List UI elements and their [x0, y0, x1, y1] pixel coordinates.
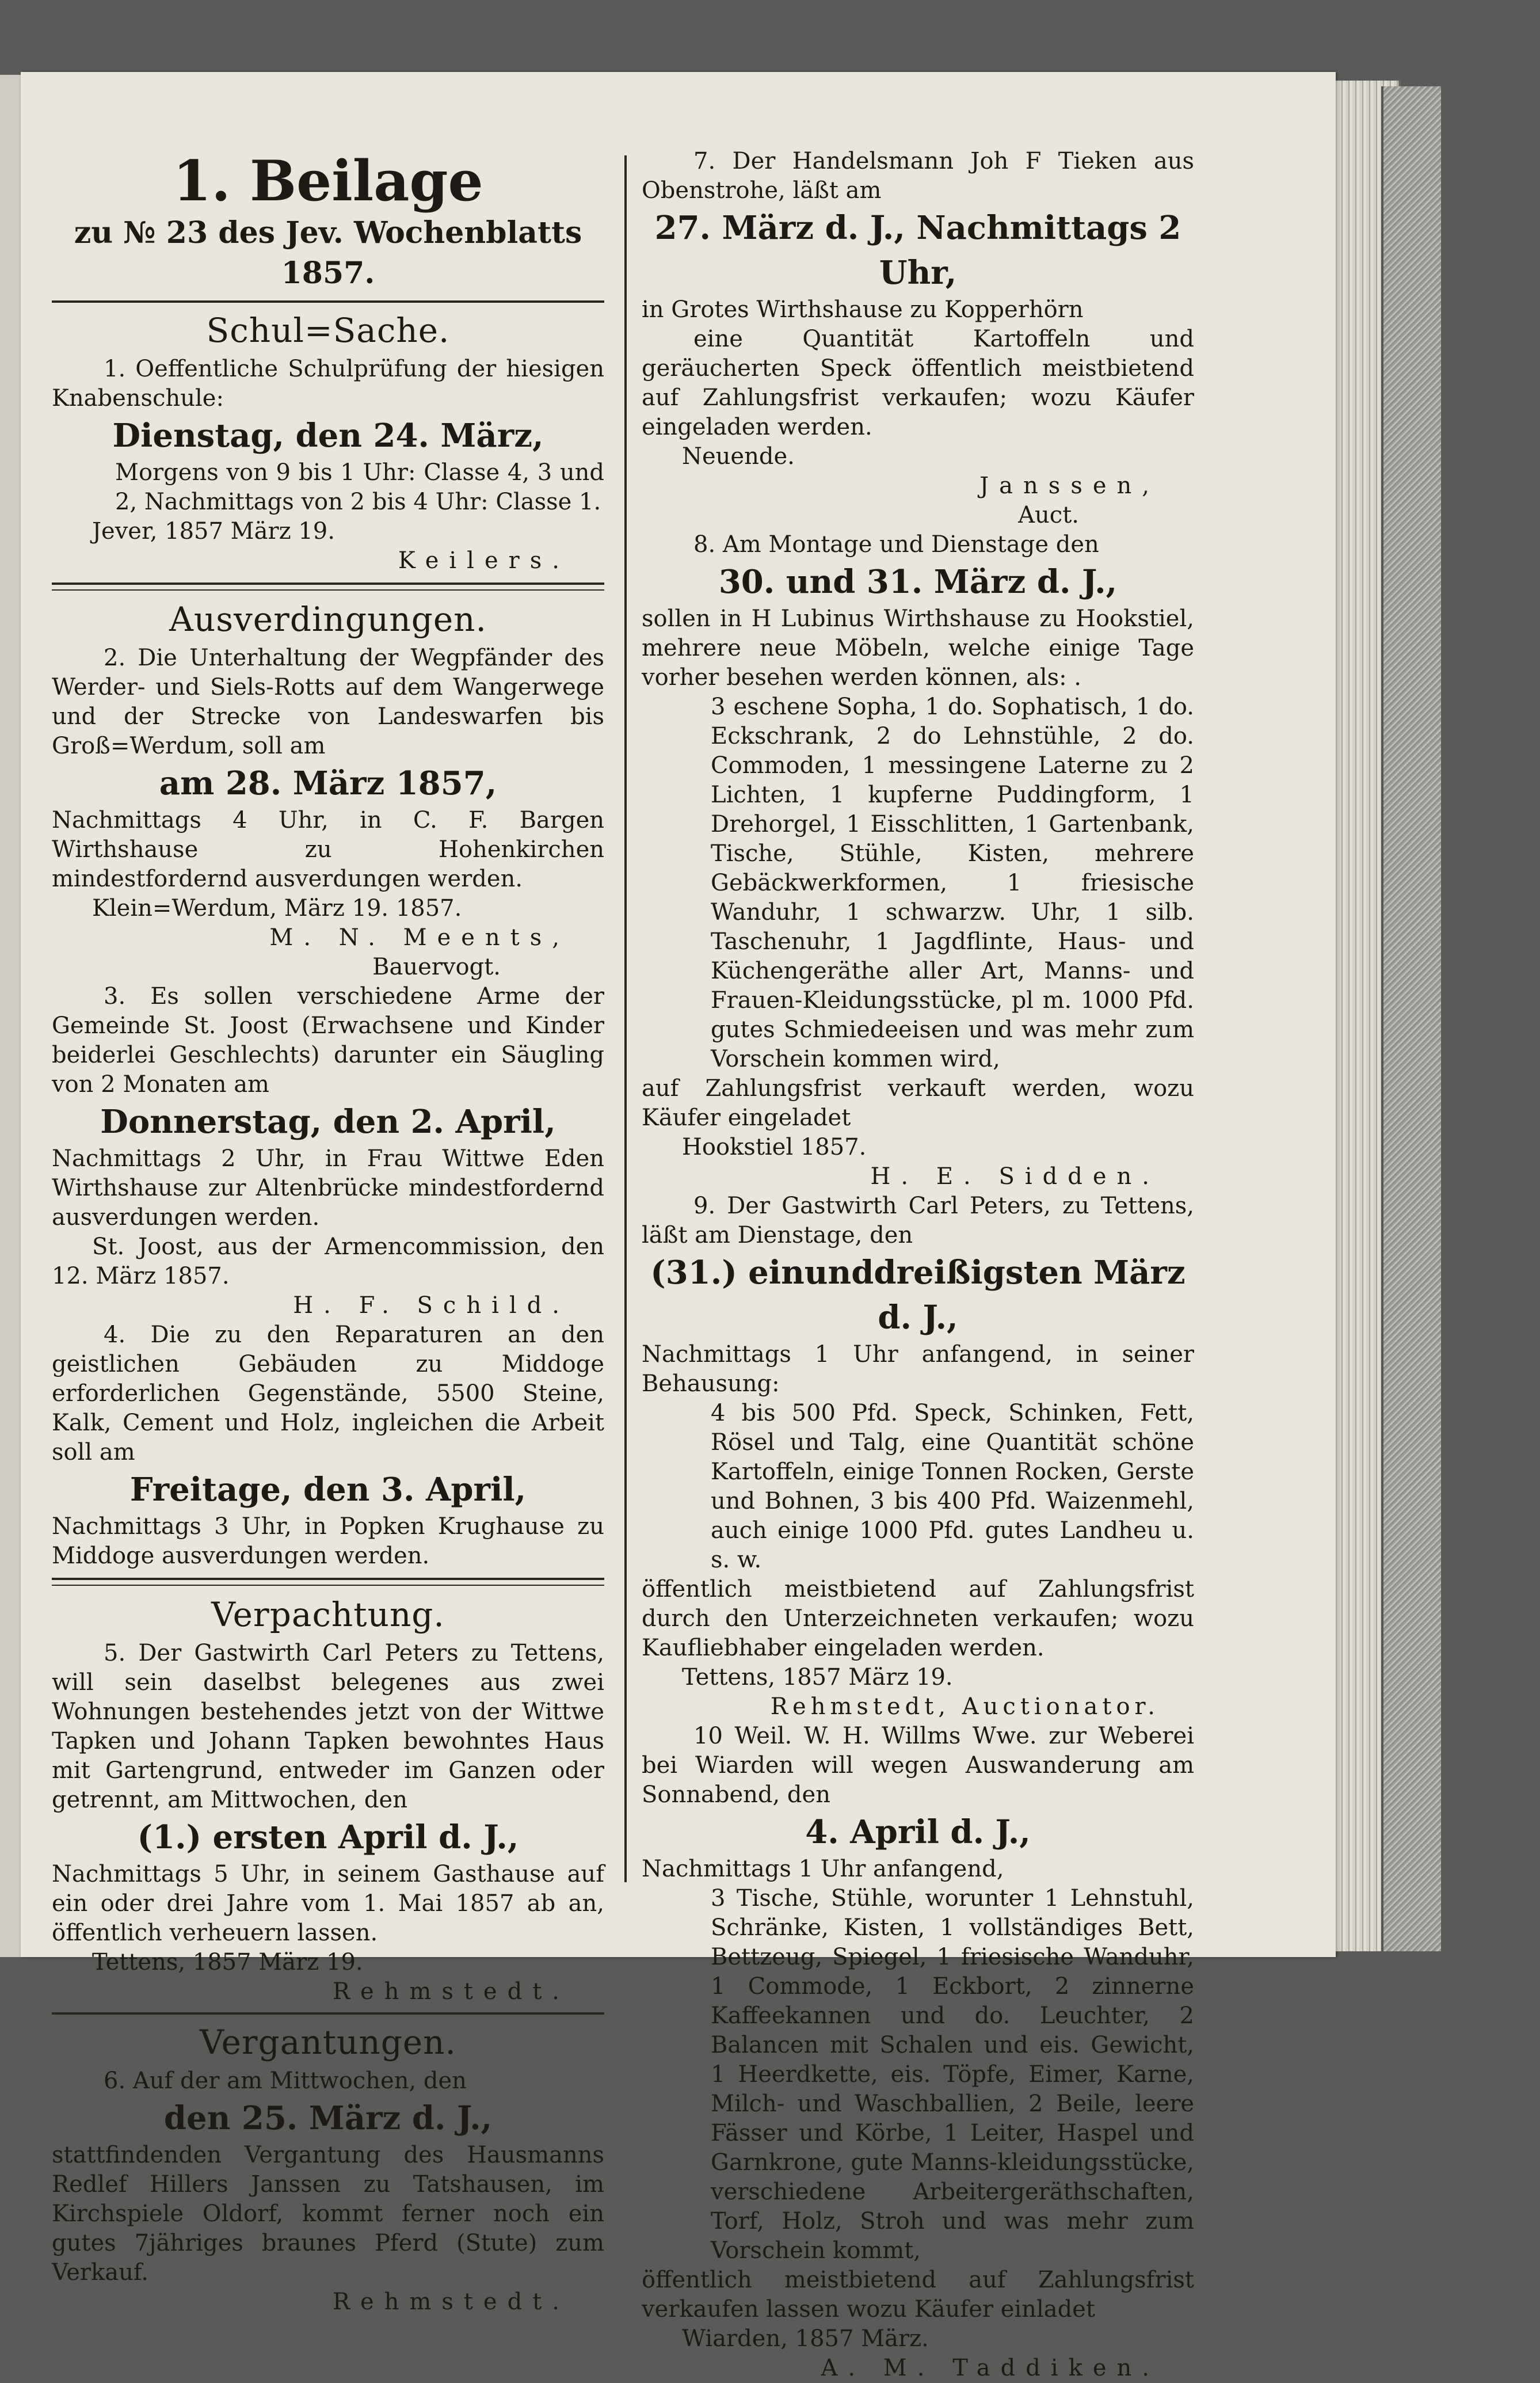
notice-4-text: 4. Die zu den Reparaturen an den geistlichen Gebäuden zu Middoge erforderlichen Gegenstände, 5500 Steine, Kalk, Cement und Holz, ingleichen die Arbeit soll am: [52, 1322, 604, 1465]
notice-2-signature-title: Bauervogt.: [372, 954, 501, 980]
notice-7-place-inn: in Grotes Wirthshause zu Kopperhörn: [642, 296, 1084, 323]
notice-7-text-b: eine Quantität Kartoffeln und geräucherten Speck öffentlich meistbietend auf Zahlungsfrist verkaufen; wozu Käufer eingeladen werden.: [642, 326, 1194, 440]
notice-1-signature: Keilers.: [398, 547, 570, 574]
notice-8-text-b: sollen in H Lubinus Wirthshause zu Hookstiel, mehrere neue Möbeln, welche einige Tage vorher besehen werden können, als: .: [642, 606, 1194, 691]
notice-2-place: Klein=Werdum, März 19. 1857.: [92, 895, 462, 922]
notice-6-text-b: stattfindenden Vergantung des Hausmanns Redlef Hillers Janssen zu Tatshausen, im Kirchspiele Oldorf, kommt ferner noch ein gutes 7jähriges braunes Pferd (Stute) zum Verkauf.: [52, 2142, 604, 2286]
notice-10-items: 3 Tische, Stühle, worunter 1 Lehnstuhl, Schränke, Kisten, 1 vollständiges Bett, Bettzeug, Spiegel, 1 friesische Wanduhr, 1 Commode, 1 Eckbort, 2 zinnerne Kaffeekannen und do. Leuchter, 2 Balancen mit Schalen und eis. Gewicht, 1 Heerdkette, eis. Töpfe, Eimer, Karne, Milch- und Waschballien, 2 Beile, leere Fässer und Körbe, 1 Leiter, Haspel und Garnkrone, gute Manns-kleidungsstücke, verschiedene Arbeitergeräthschaften, Torf, Holz, Stroh und was mehr zum Vorschein kommt,: [711, 1885, 1194, 2264]
notice-5-text-b: Nachmittags 5 Uhr, in seinem Gasthause auf ein oder drei Jahre vom 1. Mai 1857 ab an, öffentlich verheuern lassen.: [52, 1861, 604, 1946]
notice-3-signature: H. F. Schild.: [293, 1292, 570, 1319]
notice-6-text: 6. Auf der am Mittwochen, den: [104, 2068, 467, 2094]
notice-6-signature: Rehmstedt.: [332, 2289, 570, 2315]
notice-9-text-b: Nachmittags 1 Uhr anfangend, in seiner Behausung:: [642, 1341, 1194, 1397]
page-subtitle: zu № 23 des Jev. Wochenblatts 1857.: [74, 215, 582, 291]
notice-3-place: St. Joost, aus der Armencommission, den 12. März 1857.: [52, 1234, 604, 1289]
notice-3-date: Donnerstag, den 2. April,: [100, 1103, 556, 1141]
notice-1-place: Jever, 1857 März 19.: [92, 518, 335, 545]
notice-1-date: Dienstag, den 24. März,: [112, 417, 544, 455]
page-title: 1. Beilage: [173, 149, 483, 214]
notice-1-times: Morgens von 9 bis 1 Uhr: Classe 4, 3 und 2, Nachmittags von 2 bis 4 Uhr: Classe 1.: [115, 459, 604, 515]
notice-10-text-c: öffentlich meistbietend auf Zahlungsfrist verkaufen lassen wozu Käufer einladet: [642, 2267, 1194, 2323]
notice-3-text: 3. Es sollen verschiedene Arme der Gemeinde St. Joost (Erwachsene und Kinder beiderlei Geschlechts) darunter ein Säugling von 2 Monaten am: [52, 983, 604, 1098]
notice-10-signature: A. M. Taddiken.: [821, 2355, 1160, 2381]
divider: [52, 2012, 604, 2015]
notice-7-signature: Janssen,: [979, 473, 1160, 499]
notice-2-text-b: Nachmittags 4 Uhr, in C. F. Bargen Wirthshause zu Hohenkirchen mindestfordernd ausverdungen werden.: [52, 807, 604, 892]
column-divider: [624, 155, 627, 1882]
notice-10-text: 10 Weil. W. H. Willms Wwe. zur Weberei bei Wiarden will wegen Auswanderung am Sonnabend, den: [642, 1723, 1194, 1808]
section-heading-schul: Schul=Sache.: [206, 311, 450, 350]
notice-5-place: Tettens, 1857 März 19.: [92, 1949, 363, 1975]
divider: [52, 583, 604, 591]
notice-8-text: 8. Am Montage und Dienstage den: [693, 531, 1099, 558]
book-cover: [1381, 86, 1441, 1951]
notice-9-place: Tettens, 1857 März 19.: [682, 1664, 953, 1691]
notice-9-items: 4 bis 500 Pfd. Speck, Schinken, Fett, Rösel und Talg, eine Quantität schöne Kartoffeln, einige Tonnen Rocken, Gerste und Bohnen, 3 bis 400 Pfd. Waizenmehl, auch einige 1000 Pfd. gutes Landheu u. s. w.: [711, 1400, 1194, 1573]
notice-6-date: den 25. März d. J.,: [163, 2099, 493, 2137]
notice-8-date: 30. und 31. März d. J.,: [718, 563, 1118, 601]
left-column: [52, 132, 604, 2317]
notice-9-date: (31.) einunddreißigsten März d. J.,: [650, 1254, 1186, 1337]
divider: [52, 1578, 604, 1586]
notice-1-text: 1. Oeffentliche Schulprüfung der hiesigen Knabenschule:: [52, 356, 604, 412]
notice-2-text: 2. Die Unterhaltung der Wegpfänder des Werder- und Siels-Rotts auf dem Wangerwege und der Strecke von Landeswarfen bis Groß=Werdum, soll am: [52, 645, 604, 759]
section-heading-ausverdingungen: Ausverdingungen.: [169, 600, 487, 639]
notice-10-place: Wiarden, 1857 März.: [682, 2325, 929, 2352]
notice-10-date: 4. April d. J.,: [805, 1813, 1031, 1851]
notice-4-date: Freitage, den 3. April,: [129, 1471, 527, 1509]
notice-7-date: 27. März d. J., Nachmittags 2 Uhr,: [654, 209, 1181, 292]
notice-3-text-b: Nachmittags 2 Uhr, in Frau Wittwe Eden Wirthshause zur Altenbrücke mindestfordernd ausverdungen werden.: [52, 1145, 604, 1231]
section-heading-verpachtung: Verpachtung.: [211, 1595, 445, 1634]
notice-5-text: 5. Der Gastwirth Carl Peters zu Tettens, will sein daselbst belegenes aus zwei Wohnungen bestehendes jetzt von der Wittwe Tapken und Johann Tapken bewohntes Haus mit Gartengrund, entweder im Ganzen oder getrennt, am Mittwochen, den: [52, 1640, 604, 1813]
notice-10-text-b: Nachmittags 1 Uhr anfangend,: [642, 1856, 1004, 1882]
right-column: [642, 147, 1194, 2383]
notice-9-text: 9. Der Gastwirth Carl Peters, zu Tettens, läßt am Dienstage, den: [642, 1193, 1194, 1248]
notice-8-items: 3 eschene Sopha, 1 do. Sophatisch, 1 do. Eckschrank, 2 do Lehnstühle, 2 do. Commoden, 1 messingene Laterne zu 2 Lichten, 1 kupferne Puddingform, 1 Drehorgel, 1 Eisschlitten, 1 Gartenbank, Tische, Stühle, Kisten, mehrere Gebäckwerkformen, 1 friesische Wanduhr, 1 schwarzw. Uhr, 1 silb. Taschenuhr, 1 Jagdflinte, Haus- und Küchengeräthe aller Art, Manns- und Frauen-Kleidungsstücke, pl m. 1000 Pfd. gutes Schmiedeeisen und was mehr zum Vorschein kommen wird,: [711, 694, 1194, 1072]
notice-8-text-c: auf Zahlungsfrist verkauft werden, wozu Käufer eingeladet: [642, 1075, 1194, 1131]
notice-8-place: Hookstiel 1857.: [682, 1134, 867, 1160]
notice-9-text-c: öffentlich meistbietend auf Zahlungsfrist durch den Unterzeichneten verkaufen; wozu Kaufliebhaber eingeladen werden.: [642, 1576, 1194, 1661]
section-heading-vergantungen: Vergantungen.: [200, 2023, 456, 2062]
divider: [52, 300, 604, 303]
notice-8-signature: H. E. Sidden.: [870, 1163, 1160, 1190]
notice-5-date: (1.) ersten April d. J.,: [137, 1818, 519, 1856]
notice-7-signature-title: Auct.: [1018, 502, 1079, 528]
notice-7-place: Neuende.: [682, 443, 795, 470]
notice-2-date: am 28. März 1857,: [159, 764, 497, 802]
notice-7-text: 7. Der Handelsmann Joh F Tieken aus Obenstrohe, läßt am: [642, 148, 1194, 204]
notice-2-signature: M. N. Meents,: [269, 924, 570, 951]
notice-4-text-b: Nachmittags 3 Uhr, in Popken Krughause zu Middoge ausverdungen werden.: [52, 1513, 604, 1569]
notice-9-signature: Rehmstedt, Auctionator.: [770, 1693, 1160, 1720]
notice-5-signature: Rehmstedt.: [332, 1978, 570, 2005]
